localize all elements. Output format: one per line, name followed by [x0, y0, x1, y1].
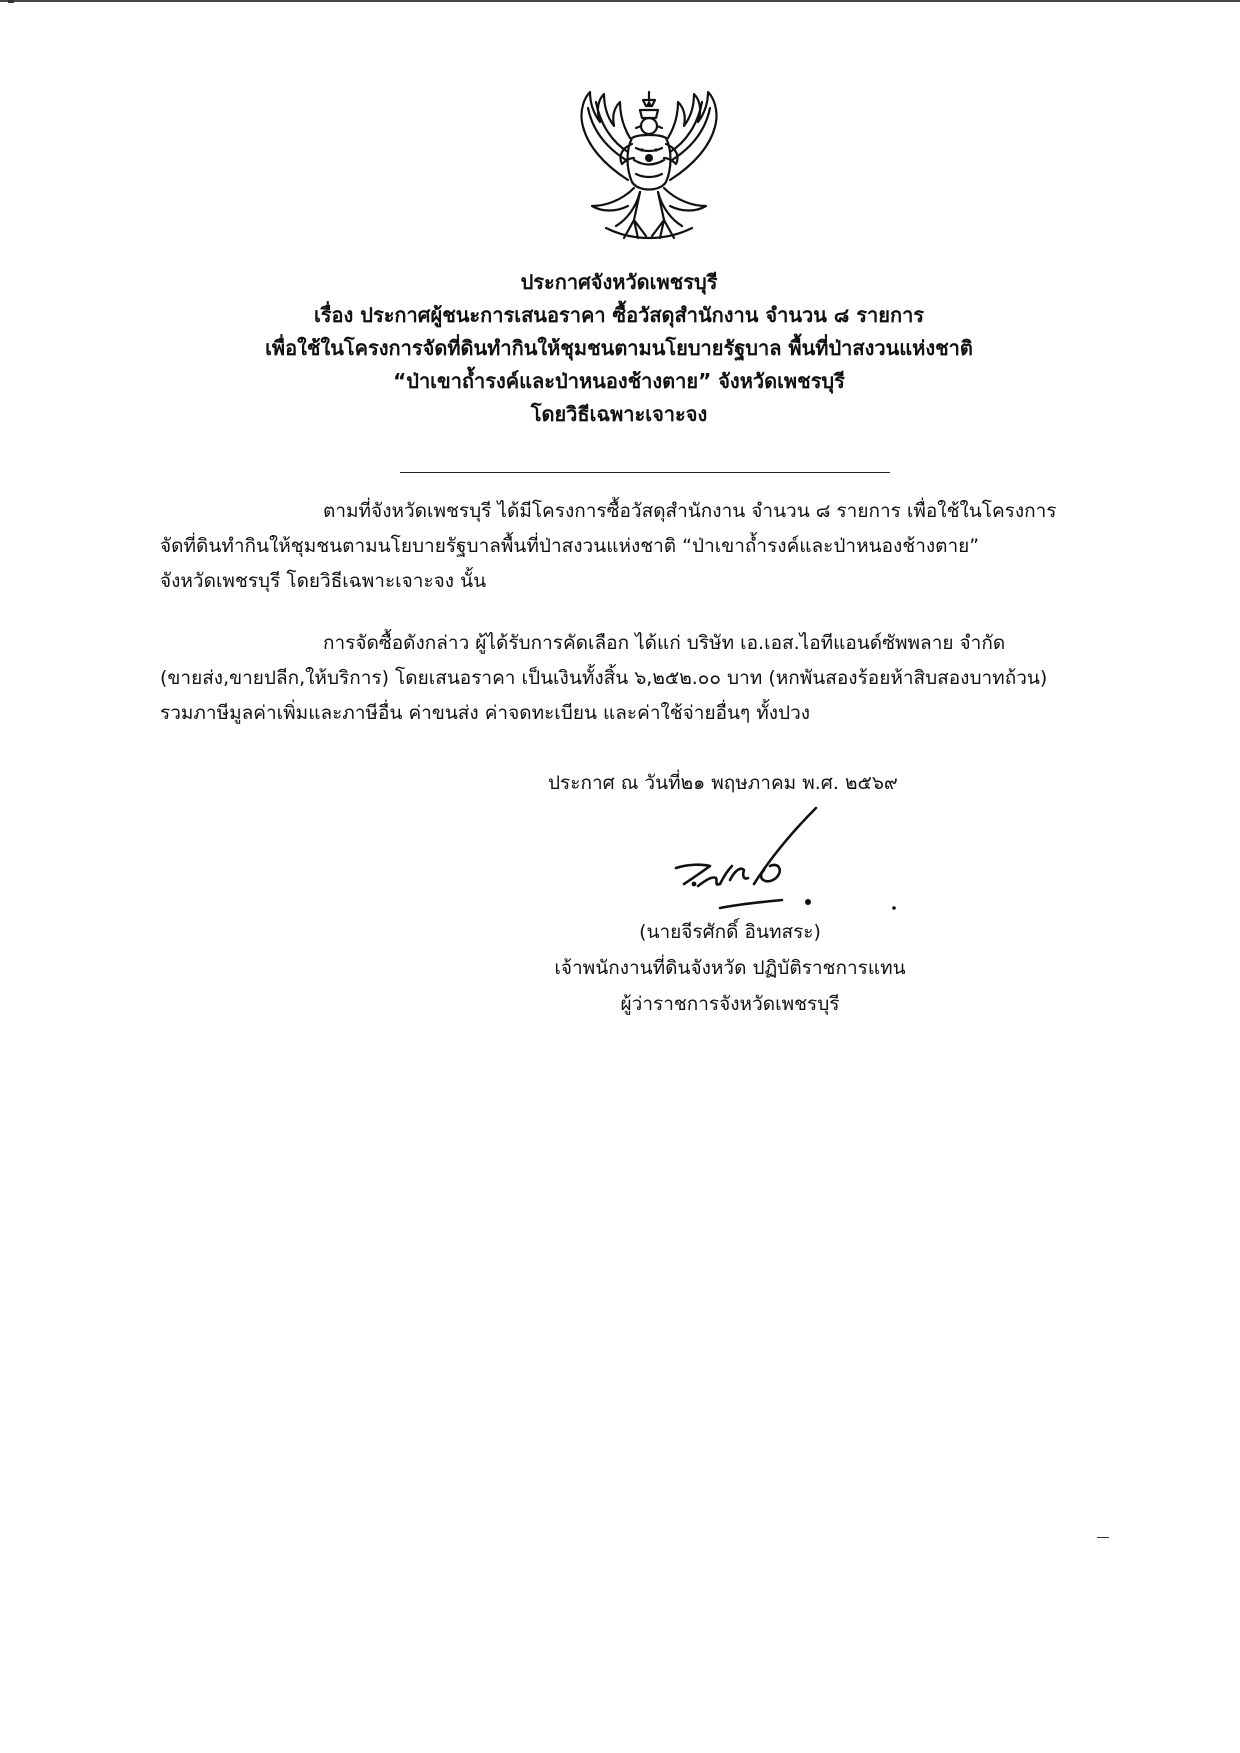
handwritten-signature [658, 806, 918, 916]
paragraph-1-line: ตามที่จังหวัดเพชรบุรี ได้มีโครงการซื้อวัสดุสำนักงาน จำนวน ๘ รายการ เพื่อใช้ในโครงการ [323, 500, 1057, 522]
body-paragraph-2 [160, 626, 1120, 731]
paragraph-2-line: การจัดซื้อดังกล่าว ผู้ได้รับการคัดเลือก ได้แก่ บริษัท เอ.เอส.ไอทีแอนด์ซัพพลาย จำกัด [323, 632, 1006, 654]
signer-position: เจ้าพนักงานที่ดินจังหวัด ปฏิบัติราชการแทน [554, 957, 906, 979]
paragraph-2-line: รวมภาษีมูลค่าเพิ่มและภาษีอื่น ค่าขนส่ง ค่าจดทะเบียน และค่าใช้จ่ายอื่นๆ ทั้งปวง [160, 702, 811, 724]
header-line-4: “ป่าเขาถ้ำรงค์และป่าหนองช้างตาย” จังหวัดเพชรบุรี [393, 369, 845, 393]
paragraph-2-line: (ขายส่ง,ขายปลีก,ให้บริการ) โดยเสนอราคา เป็นเงินทั้งสิ้น ๖,๒๕๒.๐๐ บาท (หกพันสองร้อยห้าสิบสองบาทถ้วน) [160, 667, 1048, 689]
scan-mark [1097, 1537, 1109, 1538]
header-divider [400, 472, 890, 473]
header-line-2: เรื่อง ประกาศผู้ชนะการเสนอราคา ซื้อวัสดุสำนักงาน จำนวน ๘ รายการ [313, 303, 925, 327]
header-line-1: ประกาศจังหวัดเพชรบุรี [520, 270, 718, 294]
announcement-header [160, 266, 1078, 431]
signer-name: (นายจีรศักดิ์ อินทสระ) [639, 921, 821, 943]
garuda-emblem-icon [566, 88, 732, 250]
header-line-3: เพื่อใช้ในโครงการจัดที่ดินทำกินให้ชุมชนตามนโยบายรัฐบาล พื้นที่ป่าสงวนแห่งชาติ [265, 336, 973, 360]
header-line-5: โดยวิธีเฉพาะเจาะจง [530, 402, 708, 426]
scan-mark [8, 0, 14, 3]
signer-block [520, 914, 940, 1022]
body-paragraph-1 [160, 494, 1120, 599]
paragraph-1-line: จัดที่ดินทำกินให้ชุมชนตามนโยบายรัฐบาลพื้นที่ป่าสงวนแห่งชาติ “ป่าเขาถ้ำรงค์และป่าหนองช้างตาย” [160, 535, 980, 557]
paragraph-1-line: จังหวัดเพชรบุรี โดยวิธีเฉพาะเจาะจง นั้น [160, 570, 487, 592]
announcement-date: ประกาศ ณ วันที่๒๑ พฤษภาคม พ.ศ. ๒๕๖๙ [548, 772, 898, 794]
scan-edge-top [0, 0, 1240, 2]
signer-authority: ผู้ว่าราชการจังหวัดเพชรบุรี [620, 993, 840, 1015]
